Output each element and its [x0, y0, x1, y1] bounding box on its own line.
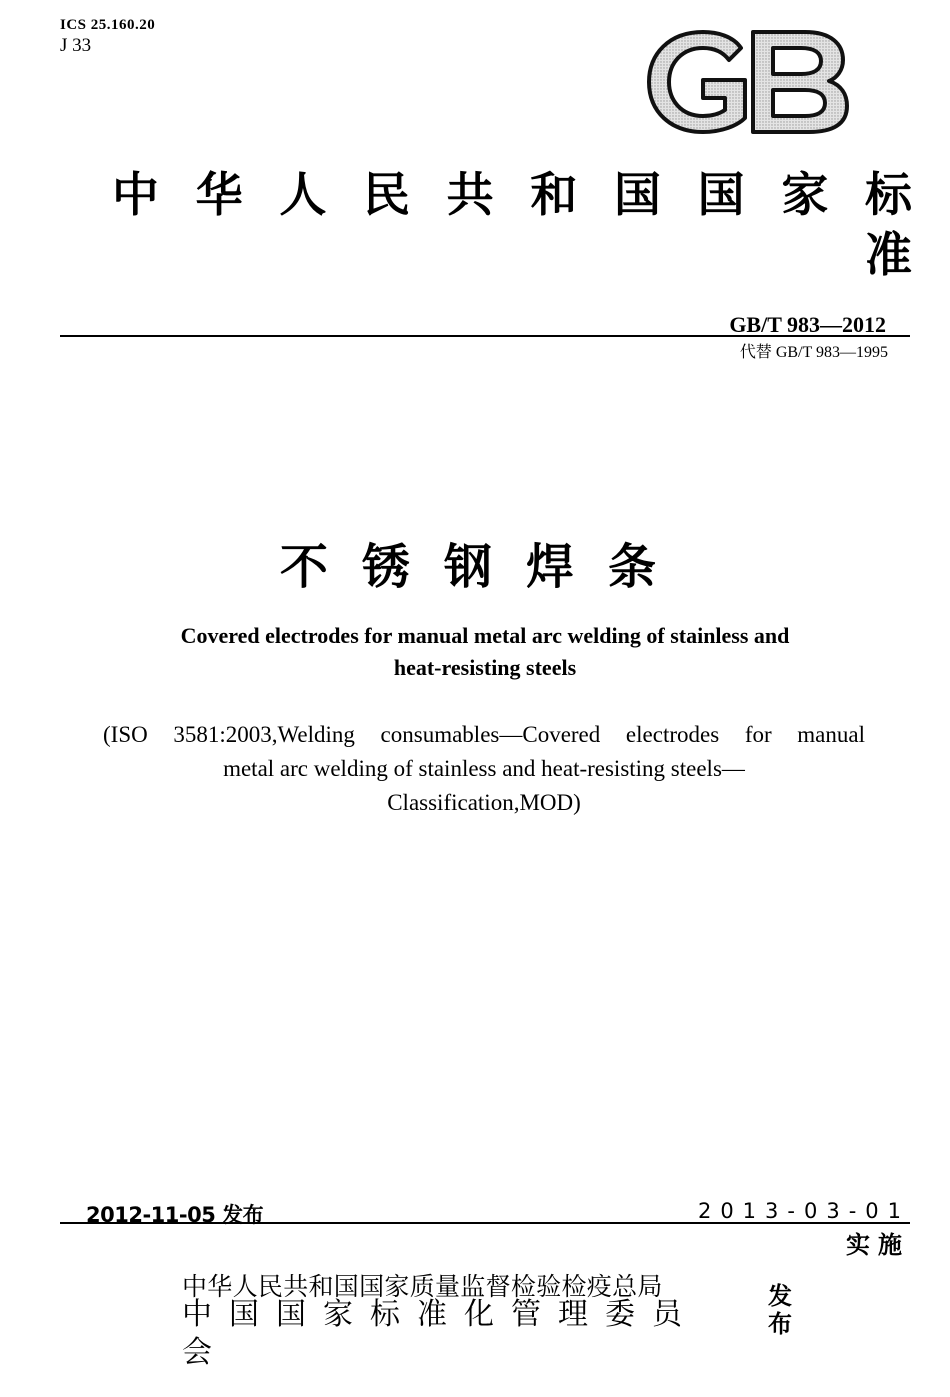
standard-number: GB/T 983—2012 [729, 312, 886, 337]
org-title-last-char: 准 [865, 228, 912, 283]
iso-reference-line3: Classification,MOD) [387, 790, 581, 815]
ics-code: ICS 25.160.20 [60, 17, 156, 33]
issue-word: 发布 [768, 1282, 792, 1338]
title-english-line2: heat-resisting steels [393, 655, 577, 680]
bottom-divider [60, 1222, 910, 1224]
iso-reference-line2: metal arc welding of stainless and heat-resisting steels— [223, 756, 745, 781]
implementation-label: 实施 [846, 1231, 910, 1259]
iso-reference-line1: (ISO 3581:2003,Welding consumables—Covered electrodes for manual [103, 722, 865, 747]
top-divider [60, 335, 910, 337]
replaces-standard: 代替 GB/T 983—1995 [739, 344, 888, 361]
iso-reference [103, 718, 865, 820]
title-chinese: 不锈钢焊条 [279, 539, 690, 595]
issuer-aqsiq: 中华人民共和国国家质量监督检验检疫总局 [182, 1272, 663, 1301]
gb-logo-icon [645, 28, 850, 136]
issuer-sac: 中国国家标准化管理委员 [182, 1297, 682, 1332]
title-english [100, 620, 870, 684]
ccs-code: J 33 [60, 35, 92, 56]
issuer-sac-last-char: 会 [182, 1335, 212, 1370]
implementation-date: 2013-03-01 [697, 1199, 910, 1223]
issue-date: 2012-11-05 发布 [86, 1203, 264, 1227]
org-title: 中华人民共和国国家标 [112, 168, 912, 223]
title-english-line1: Covered electrodes for manual metal arc welding of stainless and [180, 623, 790, 648]
